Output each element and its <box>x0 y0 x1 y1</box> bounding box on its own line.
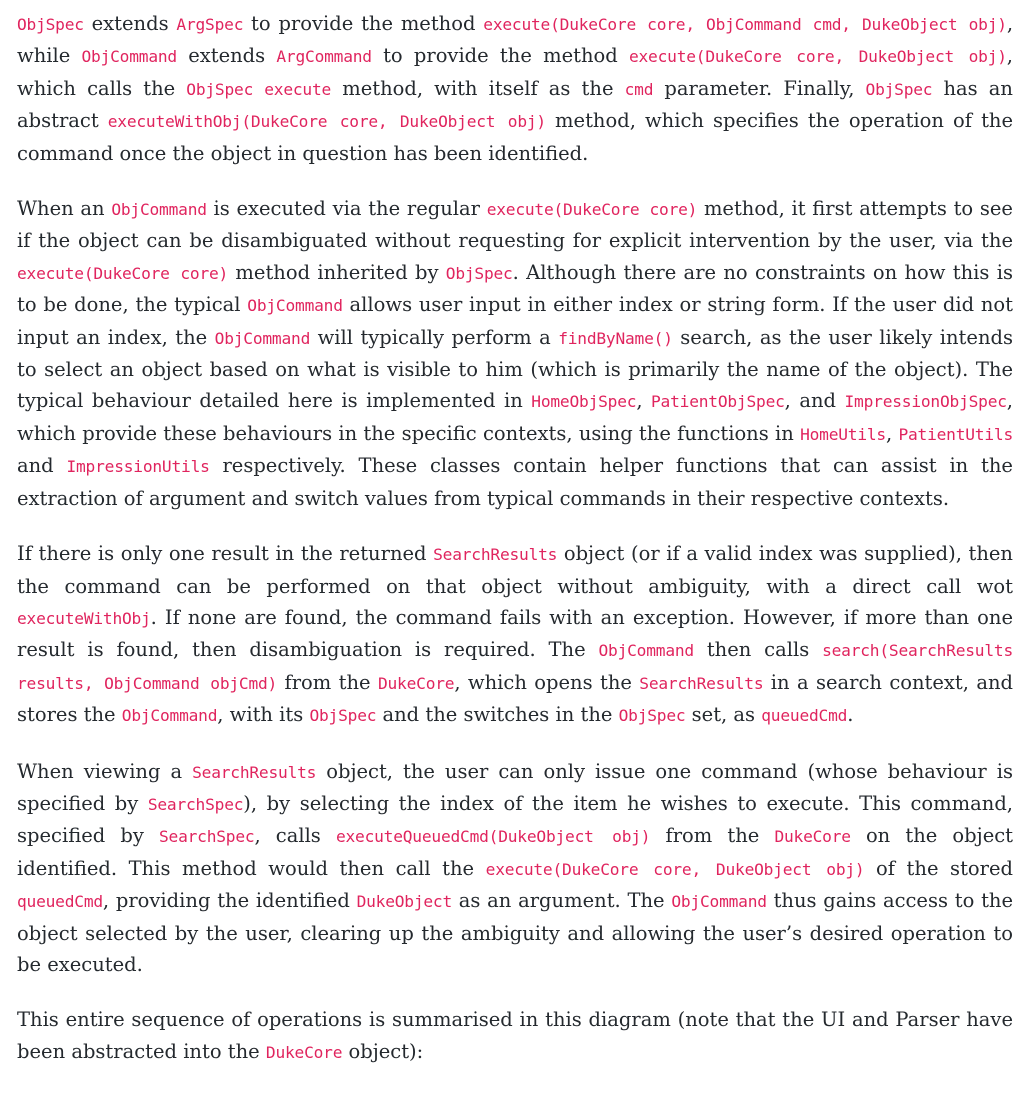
text-run <box>253 77 264 100</box>
inline-code: execute(DukeCore core, DukeObject obj) <box>628 47 1007 67</box>
text-run: method, which specifies the operation of the command once the object in question has been identified. <box>17 109 1014 165</box>
text-run: search, as the user likely intends to select an object based on what is visible to him (which is primarily the name of the object). The typical behaviour detailed here is implemented in <box>17 325 1013 413</box>
inline-code: PatientObjSpec <box>651 392 785 412</box>
inline-code: DukeObject <box>356 892 453 912</box>
text-run: is executed via the regular <box>206 197 487 221</box>
text-run: method, it first attempts to see if the object can be disambiguated without requesting for explicit intervention by the user, via the <box>17 197 1013 253</box>
paragraph-search-results <box>17 538 1013 731</box>
text-run: will typically perform a <box>310 325 559 349</box>
inline-code: SearchSpec <box>147 794 244 814</box>
inline-code: SearchResults <box>192 762 317 782</box>
inline-code: execute(DukeCore core) <box>486 200 698 220</box>
text-run: to provide the method <box>243 12 484 35</box>
inline-code: HomeUtils <box>800 424 886 444</box>
inline-code: ObjSpec <box>618 706 686 726</box>
text-run: When viewing a <box>17 759 193 783</box>
inline-code: DukeCore <box>265 1042 343 1062</box>
text-run: , while <box>17 12 1014 68</box>
text-run: , and <box>784 389 845 413</box>
text-run: extends <box>83 12 177 35</box>
text-run: thus gains access to the object selected by the user, clearing up the ambiguity and allowing the user’s desired operation to be executed. <box>17 889 1014 976</box>
inline-code: DukeCore <box>377 673 455 693</box>
inline-code: ObjSpec <box>186 79 254 99</box>
inline-code: ObjSpec <box>17 15 84 34</box>
text-run: extends <box>176 44 277 68</box>
inline-code: ObjCommand <box>671 892 767 912</box>
text-run: then calls <box>693 638 823 662</box>
text-run: , which calls the <box>17 44 1013 100</box>
inline-code: ObjSpec <box>865 79 933 99</box>
paragraph-objspec-overview <box>17 8 1013 169</box>
text-run: , which provide these behaviours in the specific contexts, using the functions in <box>17 389 1013 445</box>
inline-code: search(SearchResults results, ObjCommand objCmd) <box>17 641 1013 693</box>
text-run: and <box>17 454 67 478</box>
text-run: has an abstract <box>17 76 1013 133</box>
inline-code: DukeCore <box>774 827 851 847</box>
text-run: from the <box>277 670 378 694</box>
text-run: When an <box>17 197 112 221</box>
text-run: as an argument. The <box>452 889 672 913</box>
text-run: , which opens the <box>454 670 640 694</box>
inline-code: ImpressionUtils <box>66 457 210 477</box>
inline-code: executeWithObj(DukeCore core, DukeObject obj) <box>107 112 546 132</box>
text-run: , calls <box>254 824 336 848</box>
inline-code: executeWithObj <box>17 608 151 628</box>
paragraph-diagram-intro <box>17 1004 1013 1068</box>
document-body <box>17 8 1013 1092</box>
inline-code: execute(DukeCore core, ObjCommand cmd, DukeObject obj) <box>483 15 1007 34</box>
text-run: respectively. These classes contain helper functions that can assist in the extraction of argument and switch values from typical commands in their respective contexts. <box>17 454 1013 510</box>
text-run: , <box>885 421 899 445</box>
text-run: from the <box>650 824 775 848</box>
inline-code: cmd <box>624 79 654 99</box>
inline-code: SearchSpec <box>158 827 255 847</box>
text-run: method, with itself as the <box>331 76 625 100</box>
inline-code: ObjSpec <box>445 263 513 283</box>
inline-code: PatientUtils <box>898 424 1013 444</box>
text-run: object): <box>342 1039 424 1063</box>
text-run: , providing the identified <box>102 889 357 913</box>
inline-code: executeQueuedCmd(DukeObject obj) <box>335 827 651 847</box>
text-run: in a search context, and stores the <box>17 670 1013 727</box>
text-run: parameter. Finally, <box>653 76 866 100</box>
inline-code: ObjCommand <box>121 706 218 726</box>
paragraph-search-spec <box>17 756 1013 981</box>
text-run: on the object identified. This method would then call the <box>17 824 1013 880</box>
text-run: . <box>847 703 854 727</box>
inline-code: queuedCmd <box>761 706 848 726</box>
inline-code: execute <box>264 79 332 99</box>
inline-code: ArgSpec <box>176 15 244 34</box>
inline-code: ObjCommand <box>247 296 343 316</box>
text-run: object, the user can only issue one command (whose behaviour is specified by <box>17 759 1014 815</box>
text-run: and the switches in the <box>376 703 619 727</box>
text-run: object (or if a valid index was supplied), then the command can be performed on that object without ambiguity, with a direct call wot <box>17 542 1013 598</box>
text-run: , <box>636 389 652 413</box>
text-run: This entire sequence of operations is summarised in this diagram (note that the UI and Parser have been abstracted into the <box>17 1008 1013 1063</box>
inline-code: ArgCommand <box>276 47 372 67</box>
inline-code: ObjSpec <box>309 706 377 726</box>
inline-code: ObjCommand <box>214 328 311 348</box>
text-run: set, as <box>685 703 762 727</box>
inline-code: SearchResults <box>639 673 764 693</box>
inline-code: HomeObjSpec <box>531 392 637 412</box>
text-run: allows user input in either index or string form. If the user did not input an index, the <box>17 293 1014 349</box>
inline-code: queuedCmd <box>17 892 103 912</box>
text-run: . If none are found, the command fails with an exception. However, if more than one result is found, then disambiguation is required. The <box>17 605 1013 662</box>
inline-code: ObjCommand <box>81 47 177 67</box>
inline-code: execute(DukeCore core) <box>17 263 229 283</box>
paragraph-objcommand-execution <box>17 193 1013 514</box>
inline-code: ObjCommand <box>111 200 207 220</box>
inline-code: findByName() <box>558 328 673 348</box>
text-run: method inherited by <box>228 260 446 284</box>
inline-code: SearchResults <box>433 545 558 565</box>
text-run: If there is only one result in the returned <box>17 542 434 566</box>
inline-code: ObjCommand <box>598 641 694 661</box>
inline-code: ImpressionObjSpec <box>844 392 1007 412</box>
text-run: , with its <box>217 703 310 727</box>
text-run: of the stored <box>864 856 1013 880</box>
inline-code: execute(DukeCore core, DukeObject obj) <box>485 859 865 879</box>
text-run: ), by selecting the index of the item he wishes to execute. This command, specified by <box>17 791 1014 848</box>
text-run: . Although there are no constraints on how this is to be done, the typical <box>17 260 1013 317</box>
text-run: to provide the method <box>371 44 629 68</box>
